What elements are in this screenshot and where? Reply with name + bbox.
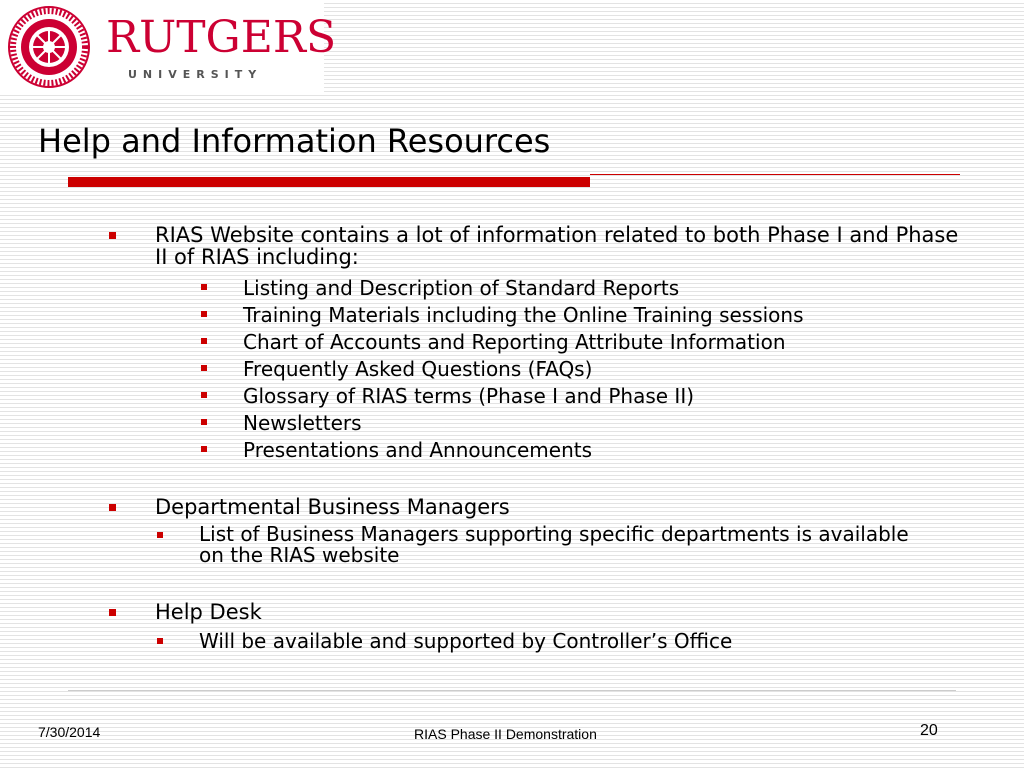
bullet-marker-icon: [201, 392, 207, 398]
logo-subtitle: UNIVERSITY: [128, 68, 263, 81]
bullet-marker-icon: [201, 446, 207, 452]
sub-bullet-item: [243, 412, 362, 434]
bullet-marker-icon: [201, 284, 207, 290]
sub-bullet-item: [199, 630, 732, 652]
bullet-item: [155, 224, 975, 268]
bullet-text: RIAS Website contains a lot of information related to both Phase I and Phase II of RIAS including:: [155, 223, 959, 269]
bullet-text: Help Desk: [155, 600, 262, 624]
sub-bullet-item: [243, 385, 694, 407]
sub-bullet-text: Will be available and supported by Controller’s Office: [199, 629, 733, 653]
footer-title: RIAS Phase II Demonstration: [414, 726, 597, 742]
bullet-marker-icon: [201, 311, 207, 317]
sub-bullet-text: Glossary of RIAS terms (Phase I and Phase II): [243, 384, 695, 408]
sub-bullet-item: [243, 277, 679, 299]
sub-bullet-text: List of Business Managers supporting specific departments is available on the RIAS website: [199, 522, 909, 567]
sub-bullet-text: Frequently Asked Questions (FAQs): [243, 357, 593, 381]
sub-bullet-item: [243, 358, 592, 380]
university-seal-icon: [8, 6, 90, 88]
bullet-marker-icon: [201, 338, 207, 344]
footer-divider: [68, 690, 956, 691]
bullet-marker-icon: [109, 232, 116, 239]
logo: [0, 0, 337, 92]
bullet-text: Departmental Business Managers: [155, 495, 510, 519]
bullet-marker-icon: [109, 504, 116, 511]
bullet-marker-icon: [201, 419, 207, 425]
sub-bullet-text: Newsletters: [243, 411, 362, 435]
sub-bullet-item: [243, 304, 804, 326]
sub-bullet-text: Training Materials including the Online Training sessions: [243, 303, 804, 327]
bullet-marker-icon: [157, 638, 163, 644]
bullet-marker-icon: [201, 365, 207, 371]
title-underline-thin: [590, 174, 960, 175]
bullet-item: [155, 496, 510, 518]
slide-title: Help and Information Resources: [38, 122, 551, 160]
footer-date: 7/30/2014: [38, 724, 101, 740]
sub-bullet-item: [243, 439, 592, 461]
logo-wordmark: RUTGERS: [106, 12, 337, 63]
sub-bullet-item: [199, 524, 939, 566]
sub-bullet-item: [243, 331, 786, 353]
bullet-item: [155, 601, 262, 623]
page-number: 20: [920, 722, 938, 739]
bullet-marker-icon: [157, 532, 163, 538]
sub-bullet-text: Chart of Accounts and Reporting Attribute Information: [243, 330, 786, 354]
sub-bullet-text: Presentations and Announcements: [243, 438, 593, 462]
title-underline-thick: [68, 177, 590, 187]
sub-bullet-text: Listing and Description of Standard Reports: [243, 276, 680, 300]
bullet-marker-icon: [109, 609, 116, 616]
